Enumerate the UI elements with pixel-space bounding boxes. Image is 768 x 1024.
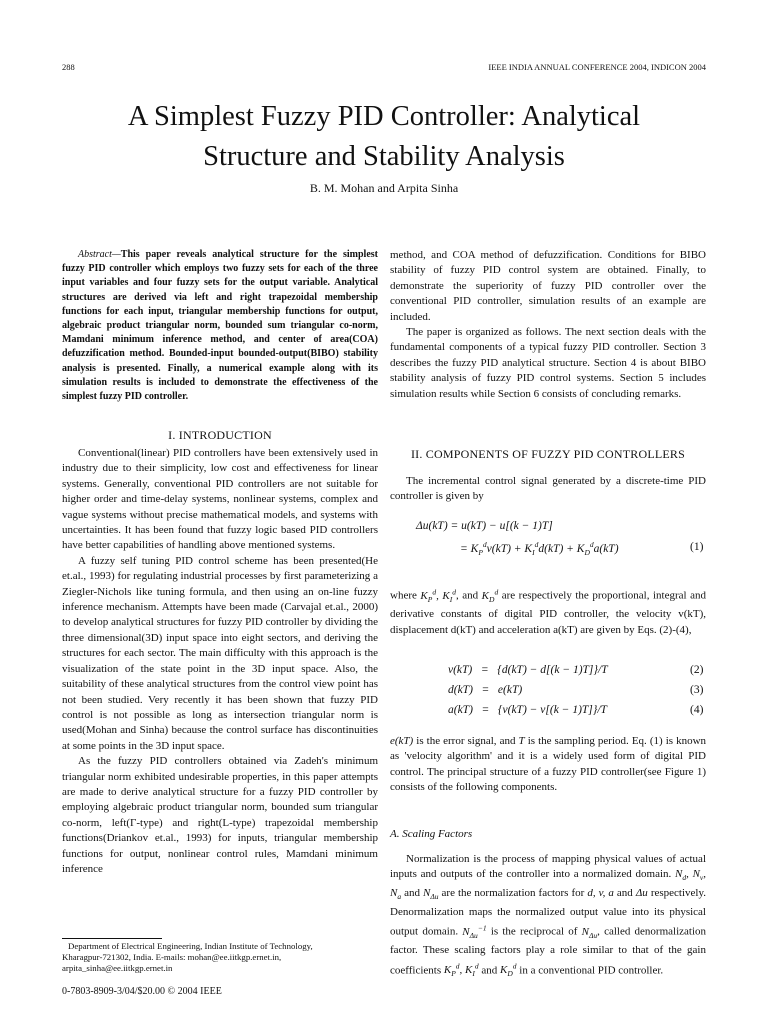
equation-3: d(kT) = e(kT)	[448, 684, 523, 696]
section-heading-components: II. COMPONENTS OF FUZZY PID CONTROLLERS	[410, 447, 686, 461]
intro-paragraph-2: A fuzzy self tuning PID control scheme has been presented(He et.al., 1993) for regulating industrial processes by first parameterizing a Ziegler-Nichols like tuning formula, and then using an on-line fuzzy inference mechanism. Attempts have been made (Carvajal et.al., 2000) to develop analytical structures for fuzzy PID controller by dividing the three dimensional(3D) input space into eight sectors, and deriving the structures for each sector. The main difficulty with this approach is the visualization of the state point in the 3D input space. Also, the suitability of these analytical structures from the control view point has not been studied. Very recently it has been shown that fuzzy PID control is not possible as long as intersection triangular norm is used(Mohan and Sinha) because the control surface has discontinuities at some points in the 3D input space.	[62, 554, 378, 752]
footnote	[62, 941, 378, 975]
equation-4: a(kT) = {v(kT) − v[(k − 1)T]}/T	[448, 704, 607, 716]
error-text-a: is the error signal, and	[416, 735, 516, 747]
where-paragraph: where $K_P^d$, $K_I^d$, and $K_D^d$ are respectively the proportional, integral and derivative constants of digital PID controller, the velocity v(kT), displacement d(kT) and acceleration a(kT) are given by Eqs. (2)-(4),	[390, 587, 706, 636]
title-line-2: Structure and Stability Analysis	[203, 141, 565, 172]
right-column-intro	[390, 248, 706, 402]
section-heading-introduction: I. INTRODUCTION	[168, 428, 272, 442]
normalization-paragraph: Normalization is the process of mapping physical values of actual inputs and outputs of the controller into a normalized domain. $N_d$, $N_v$, $N_a$ and $N_{\Delta u}$ are the normalization factors for d, v, a and Δu respectively. Denormalization maps the normalized output value into its physical output domain. $N_{\Delta u}^{-1}$ is the reciprocal of $N_{\Delta u}$, called denormalization factor. These scaling factors play a role similar to that of the gain coefficients $K_P^d$, $K_I^d$ and $K_D^d$ in a conventional PID controller.	[390, 853, 707, 979]
norm-text-c: respectively. Denormalization maps the normalized output value into its physical output domain.	[390, 887, 706, 938]
abstract-lead: Abstract—	[78, 249, 121, 260]
equation-1-line-1: Δu(kT) = u(kT) − u[(k − 1)T]	[416, 520, 553, 532]
intro-paragraph-1: Conventional(linear) PID controllers have been extensively used in industry due to their simplicity, low cost and effectiveness for linear systems. Generally, conventional PID controllers are not suitable for higher order and time-delay systems, nonlinear systems, complex and vague systems without precise mathematical models, and systems with uncertainties. It has been found that fuzzy logic based PID controllers have better capabilities of handling above mentioned systems.	[62, 447, 378, 552]
where-text-b: are respectively the proportional, integral and derivative constants of digital PID controller, the velocity v(kT), displacement d(kT) and acceleration a(kT) are given by Eqs. (2)-(4),	[390, 589, 706, 636]
incremental-paragraph	[390, 474, 706, 505]
abstract	[62, 248, 378, 404]
norm-text-d: is the reciprocal of	[490, 925, 578, 938]
where-text-a: where	[390, 589, 417, 602]
paper-title	[40, 97, 728, 177]
incremental-text: The incremental control signal generated by a discrete-time PID controller is given by	[390, 475, 706, 503]
authors: B. M. Mohan and Arpita Sinha	[309, 181, 459, 195]
intro-paragraph-3: As the fuzzy PID controllers obtained via Zadeh's minimum triangular norm exhibited undesirable properties, in this paper attempts are made to derive analytical structure for a fuzzy PID controller by employing algebraic product triangular norm, bounded sum triangular co-norm, left(Γ-type) and right(L-type) trapezoidal membership functions(Driankov et.al., 1993) for inputs, triangular membership functions for output, nonlinear control rules, Mamdani minimum inference	[62, 755, 378, 875]
footnote-address: Kharagpur-721302, India. E-mails: mohan@ee.iitkgp.ernet.in,	[62, 952, 282, 963]
footnote-email: arpita_sinha@ee.iitkgp.ernet.in	[62, 963, 173, 974]
abstract-text: This paper reveals analytical structure for the simplest fuzzy PID controller which employs two fuzzy sets for each of the three input variables and four fuzzy sets for the output variable. Analytical structures are derived via left and right trapezoidal membership functions for each input, triangular membership functions for output, algebraic product triangular norm, bounded sum triangular co-norm, Mamdani minimum inference method, and center of area(COA) defuzzification method. Bounded-input bounded-output(BIBO) stability analysis is presented. Finally, a numerical example along with its simulation results is included to demonstrate the effectiveness of the simplest fuzzy PID controller.	[62, 249, 378, 403]
footnote-dept: Department of Electrical Engineering, Indian Institute of Technology,	[68, 941, 313, 951]
running-header: IEEE INDIA ANNUAL CONFERENCE 2004, INDICON 2004	[488, 62, 706, 72]
norm-text-f: in a conventional PID controller.	[519, 964, 664, 977]
page-number: 288	[62, 62, 75, 72]
norm-text-a: Normalization is the process of mapping physical values of actual inputs and outputs of the controller into a normalized domain.	[390, 853, 706, 881]
equation-1-line-2: = $K_P^dv(kT) + K_I^dd(kT) + K_D^da(kT)$	[460, 540, 619, 558]
introduction-body	[62, 446, 378, 877]
equation-2-number: (2)	[690, 664, 704, 676]
equation-3-number: (3)	[690, 684, 704, 696]
footnote-rule	[62, 938, 162, 939]
error-text-b: is the sampling period. Eq. (1) is known as 'velocity algorithm' and it is a widely used form of digital PID control. The principal structure of a fuzzy PID controller(see Figure 1) consists of the following components.	[390, 735, 707, 794]
equation-1-number: (1)	[690, 541, 704, 553]
intro-continuation: method, and COA method of defuzzification. Conditions for BIBO stability of fuzzy PID control system are obtained. Finally, to demonstrate the superiority of fuzzy PID controller over the conventional PID controller, simulation results of an example are included.	[390, 249, 706, 323]
copyright-notice: 0-7803-8909-3/04/$20.00 © 2004 IEEE	[62, 986, 222, 997]
subsection-scaling-factors: A. Scaling Factors	[390, 828, 473, 840]
organization-paragraph: The paper is organized as follows. The next section deals with the fundamental components of a typical fuzzy PID controller. Section 3 describes the fuzzy PID analytical structure. Section 4 is about BIBO stability analysis of fuzzy PID control systems. Section 5 includes simulation results while Section 6 consists of concluding remarks.	[390, 326, 706, 400]
norm-text-b: are the normalization factors for	[441, 887, 585, 899]
norm-text-e: , called denormalization factor. These scaling factors play a role similar to that of the gain coefficients	[390, 925, 707, 977]
title-line-1: A Simplest Fuzzy PID Controller: Analytical	[127, 101, 641, 132]
equation-4-number: (4)	[690, 704, 704, 716]
error-signal-paragraph: e(kT) is the error signal, and T is the sampling period. Eq. (1) is known as 'velocity algorithm' and it is a widely used form of digital PID control. The principal structure of a fuzzy PID controller(see Figure 1) consists of the following components.	[390, 735, 707, 794]
equation-2: v(kT) = {d(kT) − d[(k − 1)T]}/T	[448, 664, 608, 676]
